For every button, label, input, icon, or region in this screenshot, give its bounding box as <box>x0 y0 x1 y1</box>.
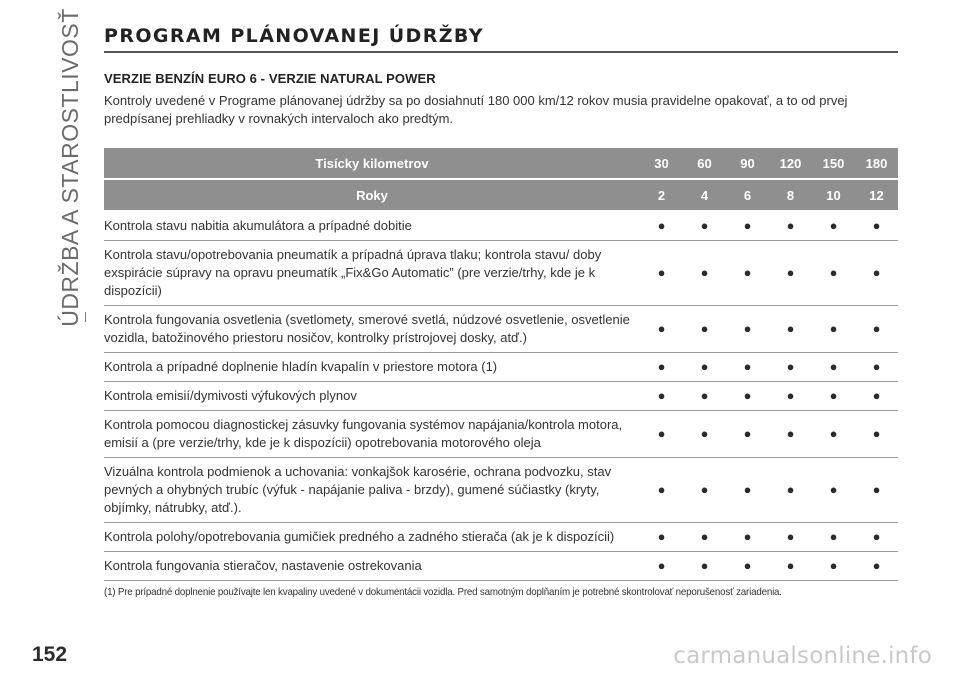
intro-paragraph: Kontroly uvedené v Programe plánovanej údržby sa po dosiahnutí 180 000 km/12 rokov musia pravidelne opakovať, a to od prvej predpísanej prehliadky v rovnakých intervaloch ako predtým. <box>104 93 848 126</box>
check-item-label: Kontrola fungovania osvetlenia (svetlomety, smerové svetlá, núdzové osvetlenie, osvetlenie vozidla, batožinového priestoru nosičov, kontrolky prístrojovej dosky, atď.) <box>104 306 640 353</box>
footnote: (1) Pre prípadné doplnenie používajte len kvapaliny uvedené v dokumentácii vozidla. Pred samotným doplňaním je potrebné skontrolovať neporušenosť zariadenia. <box>104 586 782 598</box>
check-mark-dot: ● <box>726 382 769 411</box>
check-mark-dot: ● <box>855 411 898 458</box>
check-mark-dot: ● <box>812 211 855 241</box>
check-mark-dot: ● <box>640 211 683 241</box>
check-mark-dot: ● <box>812 523 855 552</box>
check-mark-dot: ● <box>726 552 769 581</box>
check-mark-dot: ● <box>640 306 683 353</box>
check-item-label: Kontrola a prípadné doplnenie hladín kvapalín v priestore motora (1) <box>104 353 640 382</box>
header-years-cell: 2 <box>640 179 683 211</box>
check-item-label: Kontrola fungovania stieračov, nastavenie ostrekovania <box>104 552 640 581</box>
header-km-cell: 120 <box>769 148 812 179</box>
check-mark-dot: ● <box>683 211 726 241</box>
check-mark-dot: ● <box>812 241 855 306</box>
check-mark-dot: ● <box>640 411 683 458</box>
check-mark-dot: ● <box>640 523 683 552</box>
header-years-cell: 10 <box>812 179 855 211</box>
maintenance-schedule-table <box>104 148 898 581</box>
table-row <box>104 458 898 523</box>
check-mark-dot: ● <box>812 353 855 382</box>
schedule-body <box>104 211 898 581</box>
check-mark-dot: ● <box>726 241 769 306</box>
watermark-text: carmanualsonline.info <box>673 643 932 669</box>
header-row-kilometers <box>104 148 898 179</box>
check-mark-dot: ● <box>812 382 855 411</box>
check-mark-dot: ● <box>726 306 769 353</box>
header-km-cell: 90 <box>726 148 769 179</box>
check-mark-dot: ● <box>812 458 855 523</box>
check-mark-dot: ● <box>726 353 769 382</box>
page-number: 152 <box>32 643 68 666</box>
side-rule-divider <box>85 312 86 322</box>
check-mark-dot: ● <box>726 523 769 552</box>
check-mark-dot: ● <box>769 411 812 458</box>
check-mark-dot: ● <box>769 353 812 382</box>
header-years-cell: 12 <box>855 179 898 211</box>
check-mark-dot: ● <box>812 306 855 353</box>
section-subtitle: VERZIE BENZÍN EURO 6 - VERZIE NATURAL POWER <box>104 71 436 86</box>
check-item-label: Kontrola polohy/opotrebovania gumičiek predného a zadného stierača (ak je k dispozícii) <box>104 523 640 552</box>
check-mark-dot: ● <box>769 458 812 523</box>
header-years-cell: 8 <box>769 179 812 211</box>
check-mark-dot: ● <box>855 552 898 581</box>
check-mark-dot: ● <box>769 211 812 241</box>
header-years-cell: 6 <box>726 179 769 211</box>
check-item-label: Vizuálna kontrola podmienok a uchovania: vonkajšok karosérie, ochrana podvozku, stav pevných a ohybných trubíc (výfuk - napájanie paliva - brzdy), gumené súčiastky (kryty, objímky, nátrubky, atď.). <box>104 458 640 523</box>
header-years-cell: 4 <box>683 179 726 211</box>
header-km-cell: 180 <box>855 148 898 179</box>
check-mark-dot: ● <box>812 552 855 581</box>
check-mark-dot: ● <box>769 382 812 411</box>
check-mark-dot: ● <box>769 552 812 581</box>
check-mark-dot: ● <box>855 458 898 523</box>
table-row <box>104 411 898 458</box>
check-mark-dot: ● <box>640 382 683 411</box>
check-mark-dot: ● <box>640 241 683 306</box>
table-row <box>104 241 898 306</box>
chapter-side-label-text: ÚDRŽBA A STAROSTLIVOSŤ <box>56 8 83 327</box>
check-mark-dot: ● <box>683 353 726 382</box>
header-kilometers-label: Tisícky kilometrov <box>104 148 640 179</box>
header-km-cell: 30 <box>640 148 683 179</box>
check-mark-dot: ● <box>726 458 769 523</box>
check-mark-dot: ● <box>683 411 726 458</box>
check-mark-dot: ● <box>855 382 898 411</box>
table-row <box>104 211 898 241</box>
check-mark-dot: ● <box>855 523 898 552</box>
check-mark-dot: ● <box>855 241 898 306</box>
check-mark-dot: ● <box>683 382 726 411</box>
check-mark-dot: ● <box>640 552 683 581</box>
check-mark-dot: ● <box>855 353 898 382</box>
header-row-years <box>104 179 898 211</box>
check-mark-dot: ● <box>855 211 898 241</box>
check-mark-dot: ● <box>683 241 726 306</box>
header-years-label: Roky <box>104 179 640 211</box>
check-item-label: Kontrola pomocou diagnostickej zásuvky fungovania systémov napájania/kontrola motora, emisií a (pre verzie/trhy, kde je k dispozícii) opotrebovania motorového oleja <box>104 411 640 458</box>
check-mark-dot: ● <box>769 523 812 552</box>
table-row <box>104 382 898 411</box>
check-mark-dot: ● <box>769 306 812 353</box>
check-mark-dot: ● <box>683 458 726 523</box>
header-km-cell: 60 <box>683 148 726 179</box>
check-item-label: Kontrola stavu nabitia akumulátora a prípadné dobitie <box>104 211 640 241</box>
table-row <box>104 552 898 581</box>
check-item-label: Kontrola stavu/opotrebovania pneumatík a prípadná úprava tlaku; kontrola stavu/ doby exspirácie súpravy na opravu pneumatík „Fix&Go Automatic” (pre verzie/trhy, kde je k dispozícii) <box>104 241 640 306</box>
header-km-cell: 150 <box>812 148 855 179</box>
check-mark-dot: ● <box>640 353 683 382</box>
page-content <box>104 25 898 598</box>
table-row <box>104 353 898 382</box>
check-mark-dot: ● <box>855 306 898 353</box>
check-mark-dot: ● <box>640 458 683 523</box>
check-mark-dot: ● <box>683 523 726 552</box>
check-item-label: Kontrola emisií/dymivosti výfukových plynov <box>104 382 640 411</box>
check-mark-dot: ● <box>812 411 855 458</box>
table-row <box>104 523 898 552</box>
chapter-side-label <box>48 0 92 335</box>
page-title: PROGRAM PLÁNOVANEJ ÚDRŽBY <box>104 25 898 53</box>
table-row <box>104 306 898 353</box>
check-mark-dot: ● <box>769 241 812 306</box>
check-mark-dot: ● <box>683 306 726 353</box>
check-mark-dot: ● <box>726 411 769 458</box>
check-mark-dot: ● <box>683 552 726 581</box>
check-mark-dot: ● <box>726 211 769 241</box>
